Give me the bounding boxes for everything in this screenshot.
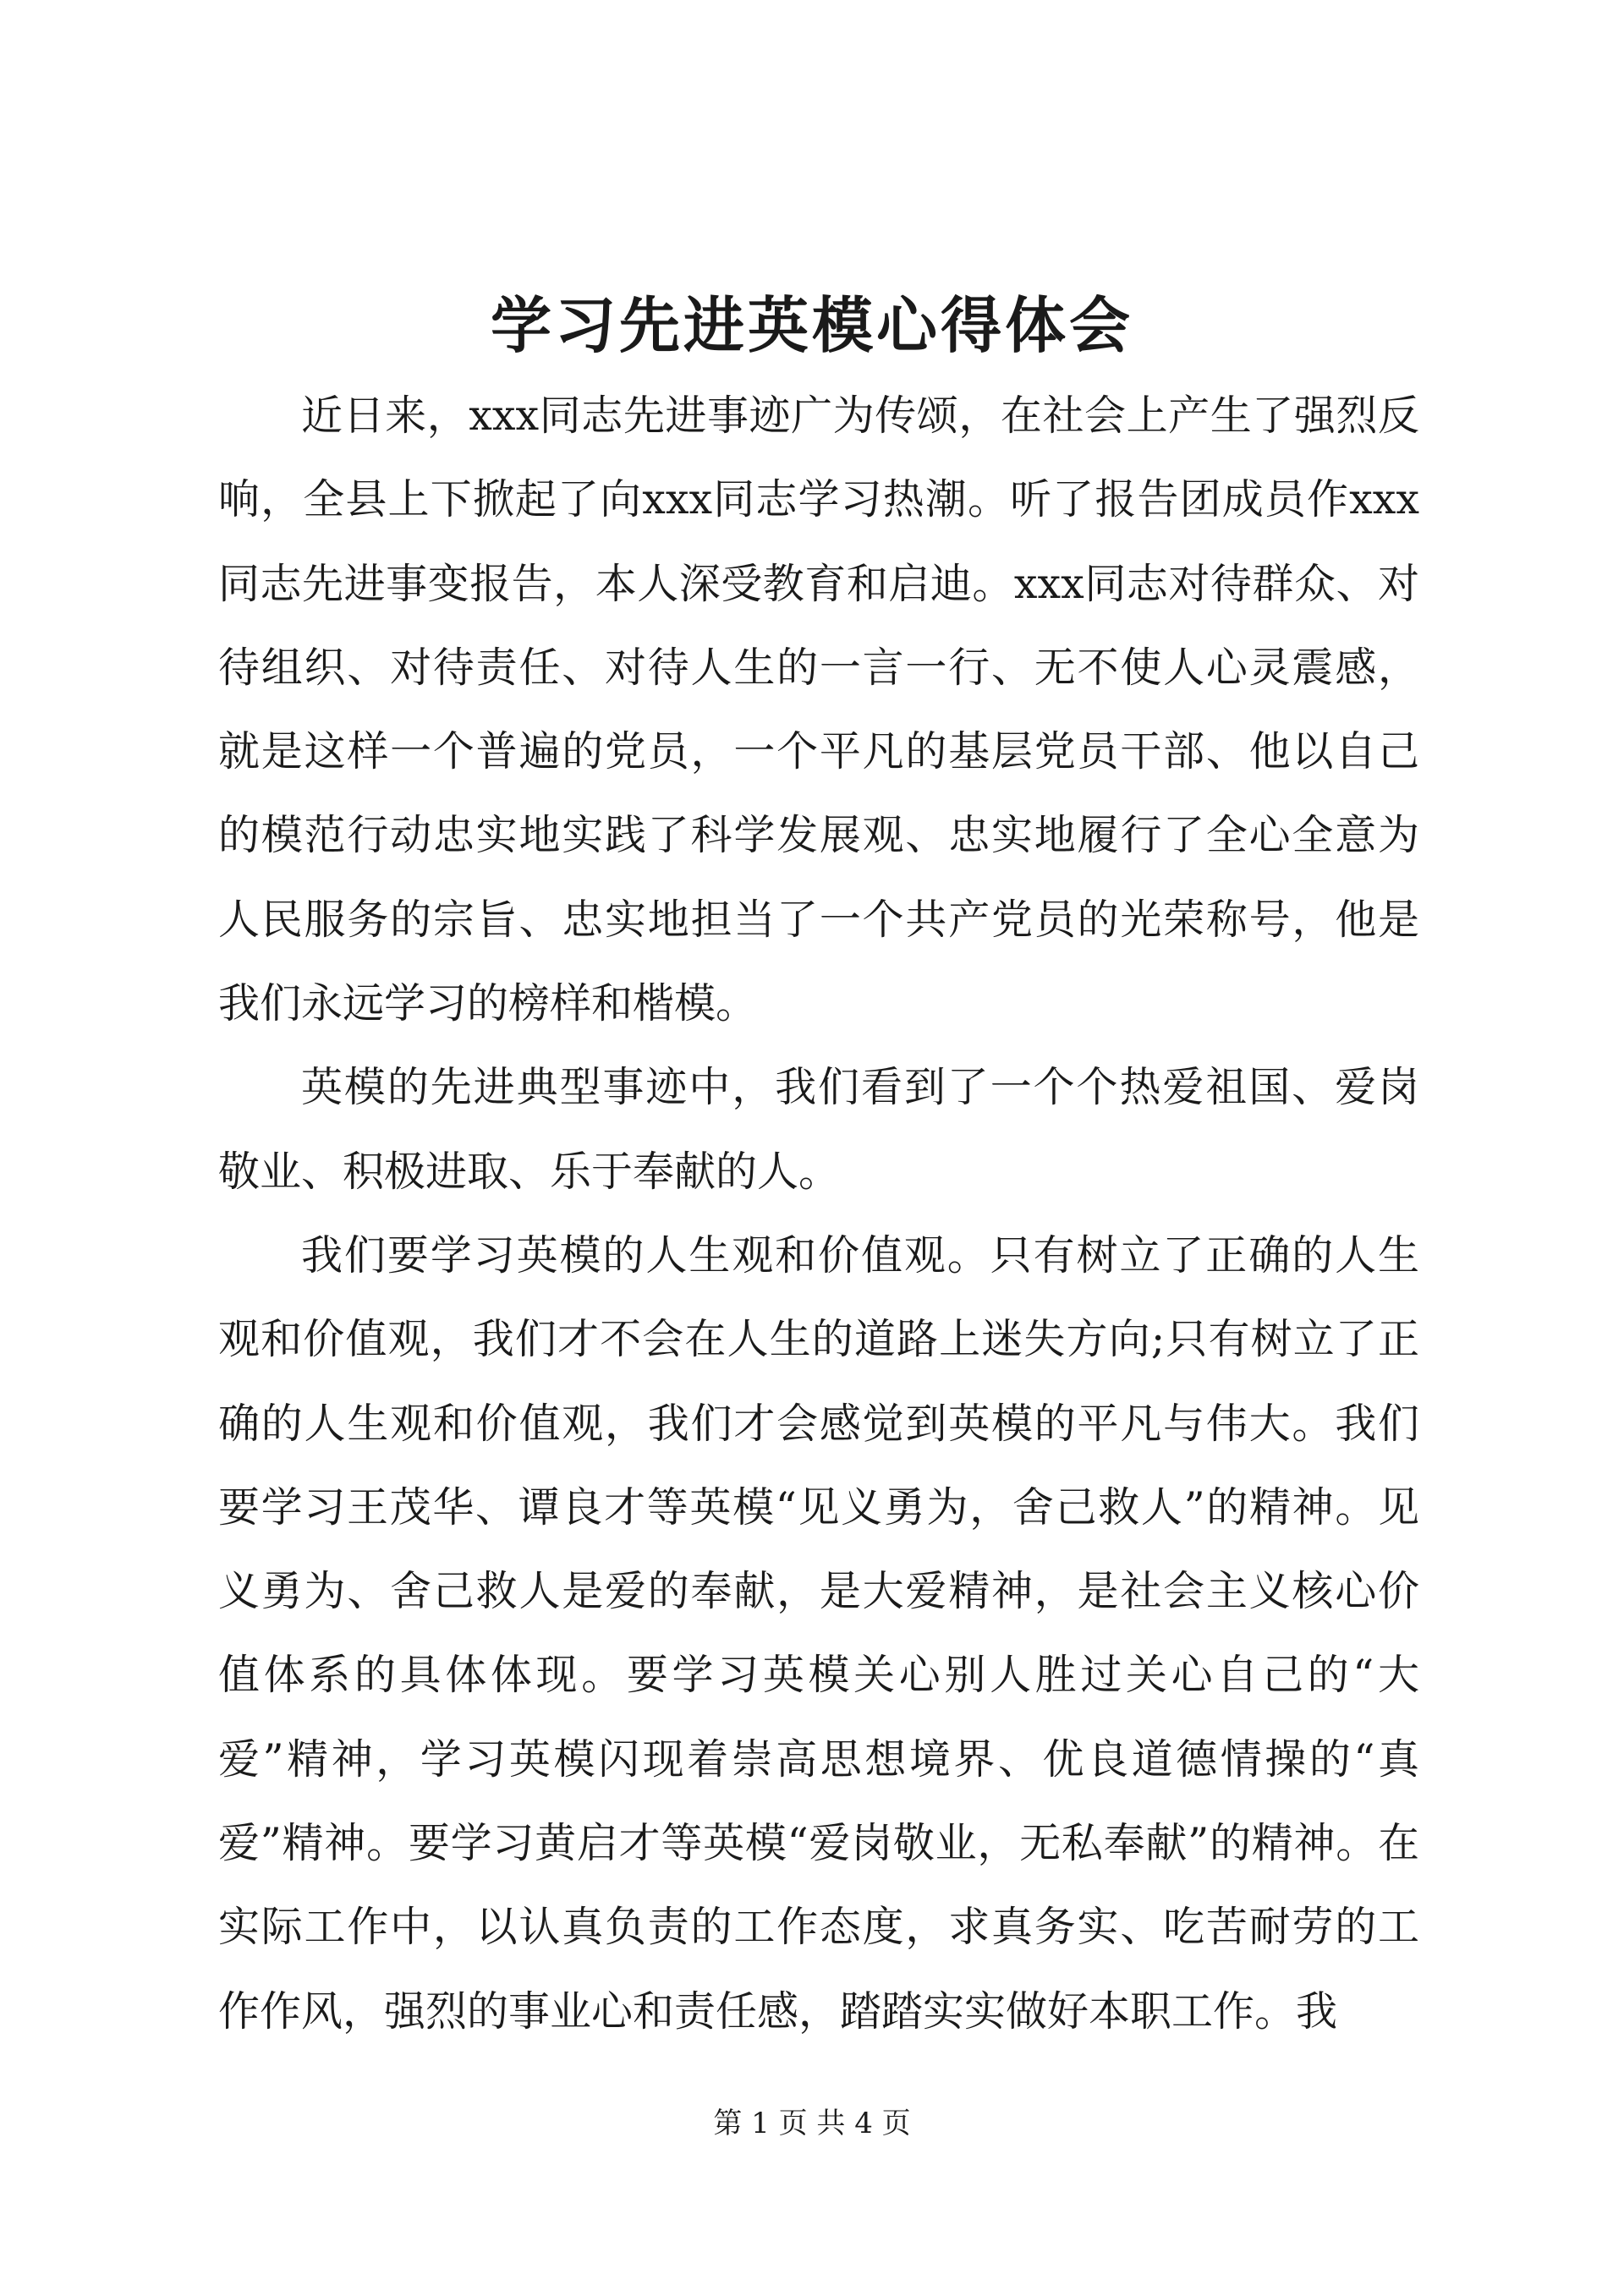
paragraph-1: 近日来，xxx同志先进事迹广为传颂，在社会上产生了强烈反响，全县上下掀起了向xxx同志学习热潮。听了报告团成员作xxx同志先进事变报告，本人深受教育和启迪。xxx同志对待群众、对待组织、对待责任、对待人生的一言一行、无不使人心灵震感，就是这样一个普遍的党员，一个平凡的基层党员干部、他以自己的模范行动忠实地实践了科学发展观、忠实地履行了全心全意为人民服务的宗旨、忠实地担当了一个共产党员的光荣称号，他是我们永远学习的榜样和楷模。 (218, 392, 1419, 1028)
paragraph-2: 英模的先进典型事迹中，我们看到了一个个热爱祖国、爱岗敬业、积极进取、乐于奉献的人。 (218, 1063, 1419, 1196)
document-body (218, 374, 1419, 2053)
paragraph-3: 我们要学习英模的人生观和价值观。只有树立了正确的人生观和价值观，我们才不会在人生的道路上迷失方向;只有树立了正确的人生观和价值观，我们才会感觉到英模的平凡与伟大。我们要学习王茂华、谭良才等英模“见义勇为，舍己救人”的精神。见义勇为、舍己救人是爱的奉献，是大爱精神，是社会主义核心价值体系的具体体现。要学习英模关心别人胜过关心自己的“大爱”精神，学习英模闪现着崇高思想境界、优良道德情操的“真爱”精神。要学习黄启才等英模“爱岗敬业，无私奉献”的精神。在实际工作中，以认真负责的工作态度，求真务实、吃苦耐劳的工作作风，强烈的事业心和责任感，踏踏实实做好本职工作。我 (218, 1230, 1419, 2036)
page-number-footer: 第 1 页 共 4 页 (713, 2107, 911, 2140)
document-title: 学习先进英模心得体会 (490, 289, 1133, 361)
